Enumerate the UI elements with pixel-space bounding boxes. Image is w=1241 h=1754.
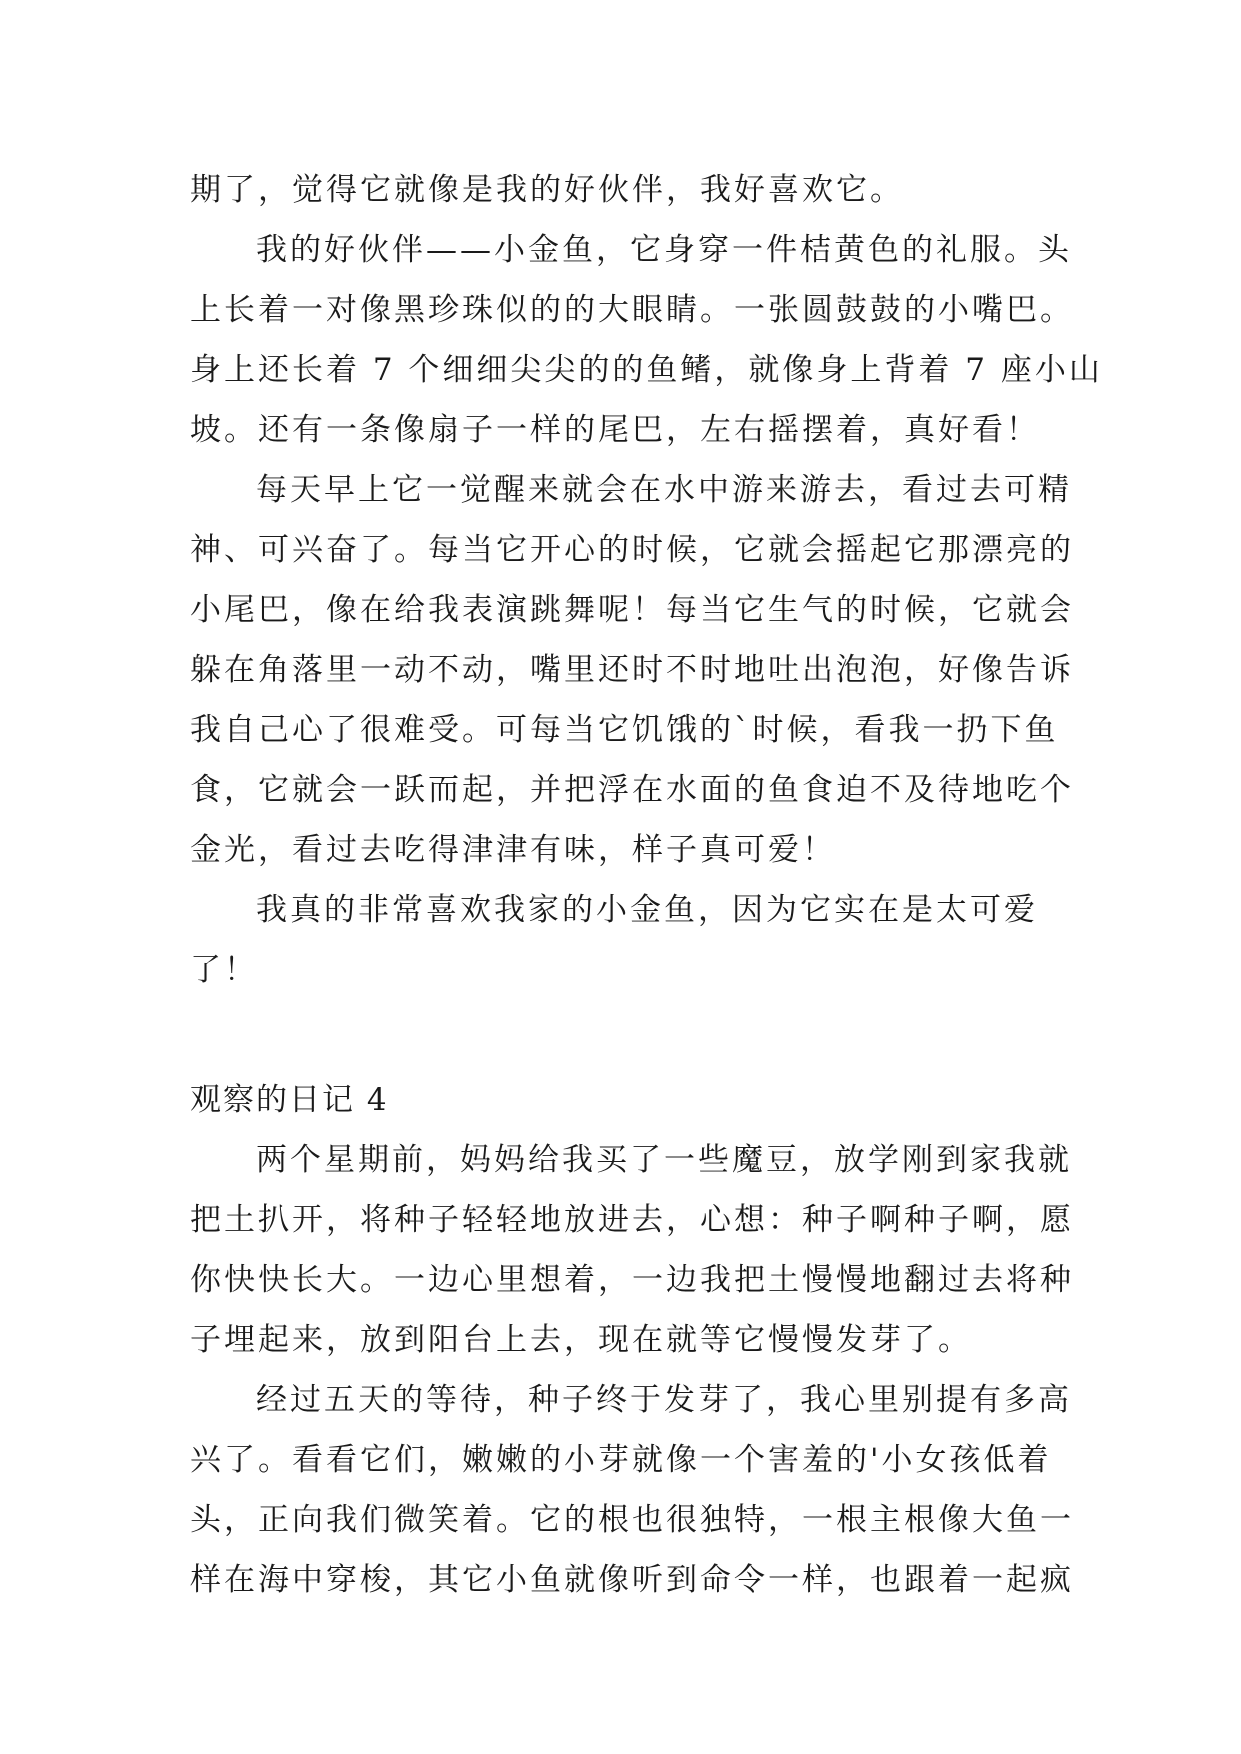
text-line: 我真的非常喜欢我家的小金鱼，因为它实在是太可爱 (256, 892, 1038, 928)
text-line: 我的好伙伴——小金鱼，它身穿一件桔黄色的礼服。头 (256, 232, 1072, 268)
paragraph (190, 460, 1074, 880)
text-line: 经过五天的等待，种子终于发芽了，我心里别提有多高 (256, 1382, 1072, 1418)
text-line: 每天早上它一觉醒来就会在水中游来游去，看过去可精 (256, 472, 1072, 508)
paragraph (190, 880, 1070, 1000)
text-line: 食，它就会一跃而起，并把浮在水面的鱼食迫不及待地吃个 (190, 772, 1074, 808)
section-gap (190, 1000, 1070, 1070)
text-line: 上长着一对像黑珍珠似的的大眼睛。一张圆鼓鼓的小嘴巴。 (190, 292, 1074, 328)
text-line: 期了，觉得它就像是我的好伙伴，我好喜欢它。 (190, 172, 904, 208)
paragraph (190, 1370, 1074, 1610)
text-line: 身上还长着 7 个细细尖尖的的鱼鳍，就像身上背着 7 座小山 (190, 352, 1103, 388)
text-line: 我自己心了很难受。可每当它饥饿的`时候，看我一扔下鱼 (190, 712, 1059, 748)
text-line: 金光，看过去吃得津津有味，样子真可爱！ (190, 832, 836, 868)
text-line: 坡。还有一条像扇子一样的尾巴，左右摇摆着，真好看！ (190, 412, 1040, 448)
text-line: 把土扒开，将种子轻轻地放进去，心想：种子啊种子啊，愿 (190, 1202, 1074, 1238)
text-line: 躲在角落里一动不动，嘴里还时不时地吐出泡泡，好像告诉 (190, 652, 1074, 688)
text-line: 了！ (190, 952, 258, 988)
text-line: 你快快长大。一边心里想着，一边我把土慢慢地翻过去将种 (190, 1262, 1074, 1298)
text-line: 小尾巴，像在给我表演跳舞呢！每当它生气的时候，它就会 (190, 592, 1074, 628)
text-line: 神、可兴奋了。每当它开心的时候，它就会摇起它那漂亮的 (190, 532, 1074, 568)
text-line: 两个星期前，妈妈给我买了一些魔豆，放学刚到家我就 (256, 1142, 1072, 1178)
paragraph (190, 1130, 1074, 1370)
text-line: 兴了。看看它们，嫩嫩的小芽就像一个害羞的'小女孩低着 (190, 1442, 1052, 1478)
paragraph (190, 220, 1103, 460)
document-body (190, 160, 1103, 1610)
text-line: 样在海中穿梭，其它小鱼就像听到命令一样，也跟着一起疯 (190, 1562, 1074, 1598)
text-line: 头，正向我们微笑着。它的根也很独特，一根主根像大鱼一 (190, 1502, 1074, 1538)
section-heading: 观察的日记 4 (190, 1082, 389, 1118)
text-line: 子埋起来，放到阳台上去，现在就等它慢慢发芽了。 (190, 1322, 972, 1358)
paragraph (190, 160, 1070, 220)
